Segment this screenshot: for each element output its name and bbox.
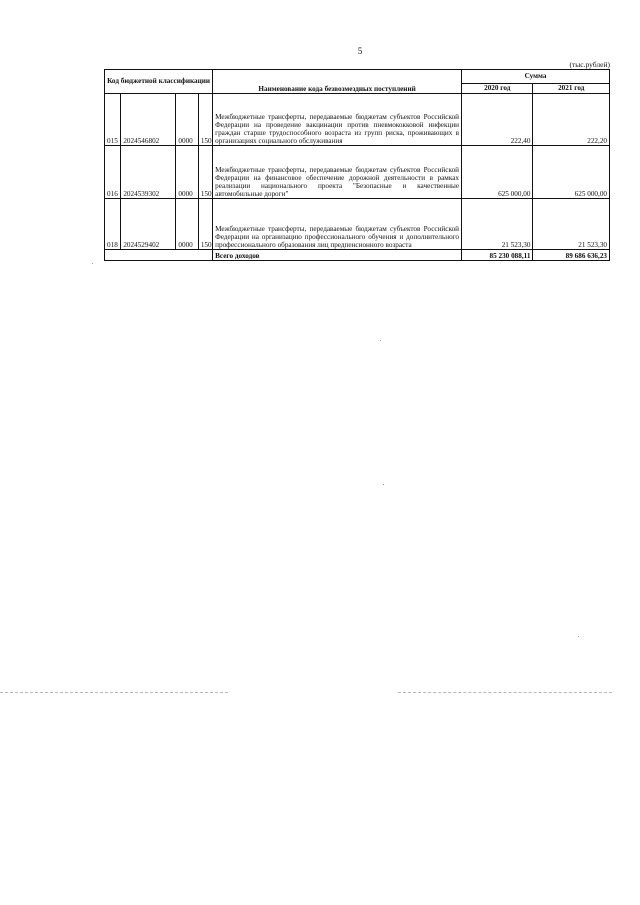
admin-code: 018 [105,199,121,250]
table-row [105,199,610,250]
admin-code: 015 [105,94,121,146]
amount-2020: 222,40 [462,94,533,146]
scan-artifact-speck [380,340,381,341]
revenue-code: 2024539302 [121,146,176,199]
revenue-code: 2024529402 [121,199,176,250]
sub-code: 0000 [176,94,198,146]
sub-code: 0000 [176,146,198,199]
units-label: (тыс.рублей) [569,60,610,69]
amount-2020: 21 523,30 [462,199,533,250]
scan-artifact-speck [578,636,579,637]
header-year-2021: 2021 год [533,84,610,94]
total-label: Всего доходов [213,250,462,261]
scan-artifact-speck [383,484,384,485]
scan-artifact-line [398,692,612,693]
kosgu-code: 150 [198,146,212,199]
sub-code: 0000 [176,199,198,250]
page-number: 5 [357,46,363,56]
kosgu-code: 150 [198,199,212,250]
kosgu-code: 150 [198,94,212,146]
header-amount: Сумма [462,70,610,84]
header-budget-code: Код бюджетной классификации [105,70,213,94]
admin-code: 016 [105,146,121,199]
total-2020: 85 230 088,11 [462,250,533,261]
revenue-name: Межбюджетные трансферты, передаваемые бюджетам субъектов Российской Федерации на организацию профессионального обучения и дополнительного профессионального образования лиц предпенсионного возраста [213,199,462,250]
amount-2021: 21 523,30 [533,199,610,250]
revenue-name: Межбюджетные трансферты, передаваемые бюджетам субъектов Российской Федерации на финансовое обеспечение дорожной деятельности в рамках реализации национального проекта "Безопасные и качественные автомобильные дороги" [213,146,462,199]
amount-2020: 625 000,00 [462,146,533,199]
total-row [105,250,610,261]
revenue-table [104,69,610,261]
table-row [105,94,610,146]
revenue-name: Межбюджетные трансферты, передаваемые бюджетам субъектов Российской Федерации на проведение вакцинации против пневмококковой инфекции граждан старше трудоспособного возраста из групп риска, проживающих в организациях социального обслуживания [213,94,462,146]
scan-artifact-line [0,692,228,693]
amount-2021: 625 000,00 [533,146,610,199]
revenue-code: 2024546802 [121,94,176,146]
total-2021: 89 686 636,23 [533,250,610,261]
header-name: Наименование кода безвозмездных поступлений [213,70,462,94]
total-empty-cell [105,250,213,261]
scan-artifact-speck [92,263,93,264]
header-year-2020: 2020 год [462,84,533,94]
amount-2021: 222,20 [533,94,610,146]
table-row [105,146,610,199]
